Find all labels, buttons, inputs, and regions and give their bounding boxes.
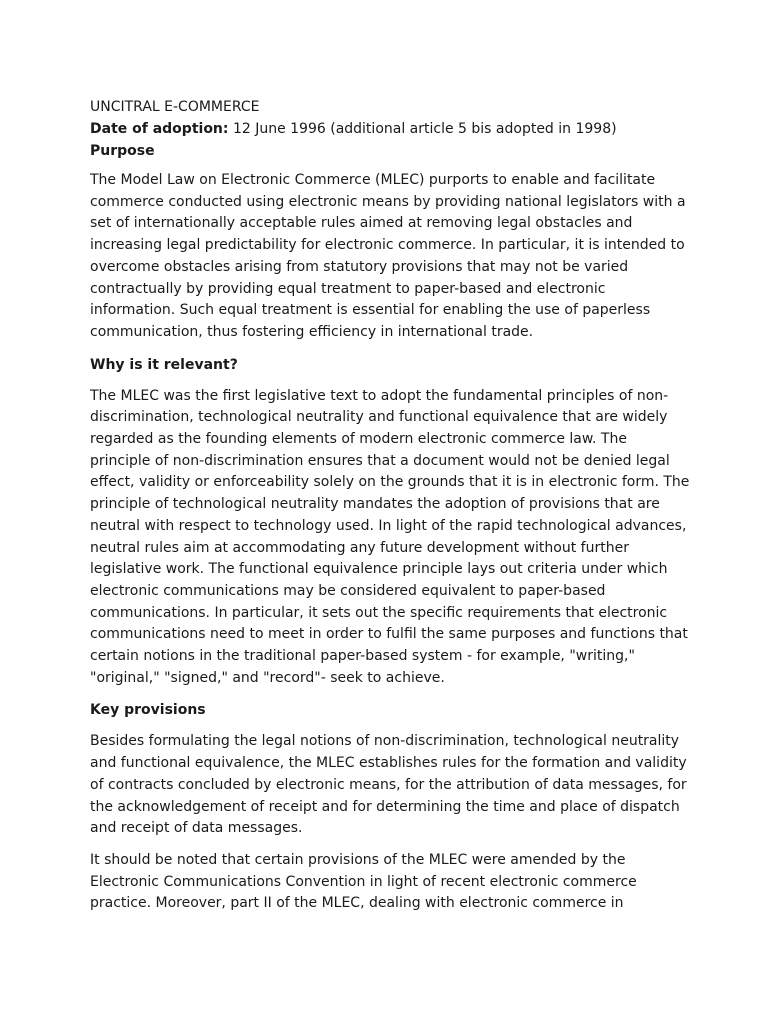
document-title: UNCITRAL E-COMMERCE bbox=[90, 99, 260, 115]
adoption-date-label: Date of adoption: bbox=[90, 121, 229, 137]
adoption-date-line bbox=[90, 118, 690, 140]
purpose-heading: Purpose bbox=[90, 143, 155, 159]
key-provisions-paragraph: Besides formulating the legal notions of non-discrimination, technological neutrality and functional equivalence, the MLEC establishes rules for the formation and validity of contracts concluded by electronic means, for the attribution of data messages, for the acknowledgement of receipt and for determining the time and place of dispatch and receipt of data messages. bbox=[90, 733, 687, 837]
relevance-heading: Why is it relevant? bbox=[90, 356, 238, 373]
amendment-paragraph: It should be noted that certain provisions of the MLEC were amended by the Electronic Communications Convention in light of recent electronic commerce practice. Moreover, part II of the MLEC, dealing with electronic commerce in bbox=[90, 851, 637, 912]
adoption-date-value: 12 June 1996 (additional article 5 bis adopted in 1998) bbox=[228, 121, 617, 137]
document-page bbox=[90, 96, 690, 915]
purpose-paragraph: The Model Law on Electronic Commerce (MLEC) purports to enable and facilitate commerce conducted using electronic means by providing national legislators with a set of internationally acceptable rules aimed at removing legal obstacles and increasing legal predictability for electronic commerce. In particular, it is intended to overcome obstacles arising from statutory provisions that may not be varied contractually by providing equal treatment to paper-based and electronic information. Such equal treatment is essential for enabling the use of paperless communication, thus fostering efficiency in international trade. bbox=[90, 172, 686, 340]
relevance-paragraph: The MLEC was the first legislative text to adopt the fundamental principles of non-discrimination, technological neutrality and functional equivalence that are widely regarded as the founding elements of modern electronic commerce law. The principle of non-discrimination ensures that a document would not be denied legal effect, validity or enforceability solely on the grounds that it is in electronic form. The principle of technological neutrality mandates the adoption of provisions that are neutral with respect to technology used. In light of the rapid technological advances, neutral rules aim at accommodating any future development without further legislative work. The functional equivalence principle lays out criteria under which electronic communications may be considered equivalent to paper-based communications. In particular, it sets out the specific requirements that electronic communications need to meet in order to fulfil the same purposes and functions that certain notions in the traditional paper-based system - for example, "writing," "original," "signed," and "record"- seek to achieve. bbox=[90, 387, 690, 686]
key-provisions-heading: Key provisions bbox=[90, 702, 206, 719]
